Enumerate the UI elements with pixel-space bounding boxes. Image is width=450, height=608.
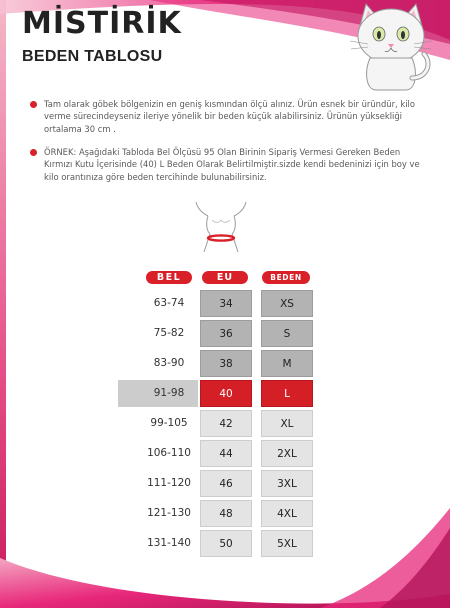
bel-range: 106-110 xyxy=(147,447,191,459)
size-row xyxy=(0,530,450,557)
bel-range: 131-140 xyxy=(147,537,191,549)
eu-size-cell-highlighted: 40 xyxy=(200,380,252,407)
eu-size-cell: 48 xyxy=(200,500,252,527)
eu-size-cell: 50 xyxy=(200,530,252,557)
size-row-highlighted xyxy=(0,380,450,407)
bel-range: 121-130 xyxy=(147,507,191,519)
beden-size-cell: M xyxy=(261,350,313,377)
size-row xyxy=(0,320,450,347)
eu-size-cell: 36 xyxy=(200,320,252,347)
bel-range: 99-105 xyxy=(150,417,188,429)
beden-size-cell: XS xyxy=(261,290,313,317)
eu-size-cell: 38 xyxy=(200,350,252,377)
bel-range: 91-98 xyxy=(153,387,185,399)
beden-size-cell: 5XL xyxy=(261,530,313,557)
eu-size-cell: 44 xyxy=(200,440,252,467)
size-row xyxy=(0,440,450,467)
beden-size-cell: 4XL xyxy=(261,500,313,527)
eu-size-cell: 46 xyxy=(200,470,252,497)
bel-range: 83-90 xyxy=(153,357,185,369)
page-subtitle: BEDEN TABLOSU xyxy=(22,48,163,65)
torso-waist-icon xyxy=(190,200,252,252)
bel-range: 63-74 xyxy=(153,297,185,309)
column-header-eu: EU xyxy=(202,271,248,284)
size-row xyxy=(0,470,450,497)
beden-size-cell: XL xyxy=(261,410,313,437)
beden-size-cell: 2XL xyxy=(261,440,313,467)
bullet-dot-icon xyxy=(30,101,37,108)
column-header-bel: BEL xyxy=(146,271,192,284)
size-row xyxy=(0,350,450,377)
bullet-dot-icon xyxy=(30,149,37,156)
beden-size-cell-highlighted: L xyxy=(261,380,313,407)
measurement-note: Tam olarak göbek bölgenizin en geniş kısmından ölçü alınız. Ürün esnek bir üründür, kilo verme sürecindeyseniz ileriye yönelik bir beden küçük alabilirsiniz. Ürünün yüksekliği ortalama 30 cm . xyxy=(44,99,415,134)
example-note: ÖRNEK: Aşağıdaki Tabloda Bel Ölçüsü 95 Olan Birinin Sipariş Vermesi Gereken Beden Kırmızı Kutu İçerisinde (40) L Beden Olarak Belirtilmiştir.sizde kendi bedeninizi için boy ve kilo orantınıza göre beden tercihinde bulunabilirsiniz. xyxy=(44,147,420,182)
bel-range: 75-82 xyxy=(153,327,185,339)
bel-range: 111-120 xyxy=(147,477,191,489)
beden-size-cell: 3XL xyxy=(261,470,313,497)
size-row xyxy=(0,410,450,437)
size-row xyxy=(0,290,450,317)
cat-mascot-icon xyxy=(346,0,436,92)
eu-size-cell: 42 xyxy=(200,410,252,437)
size-row xyxy=(0,500,450,527)
column-header-beden: BEDEN xyxy=(262,271,310,284)
brand-logo-text: MİSTİRİK xyxy=(22,6,182,41)
beden-size-cell: S xyxy=(261,320,313,347)
eu-size-cell: 34 xyxy=(200,290,252,317)
